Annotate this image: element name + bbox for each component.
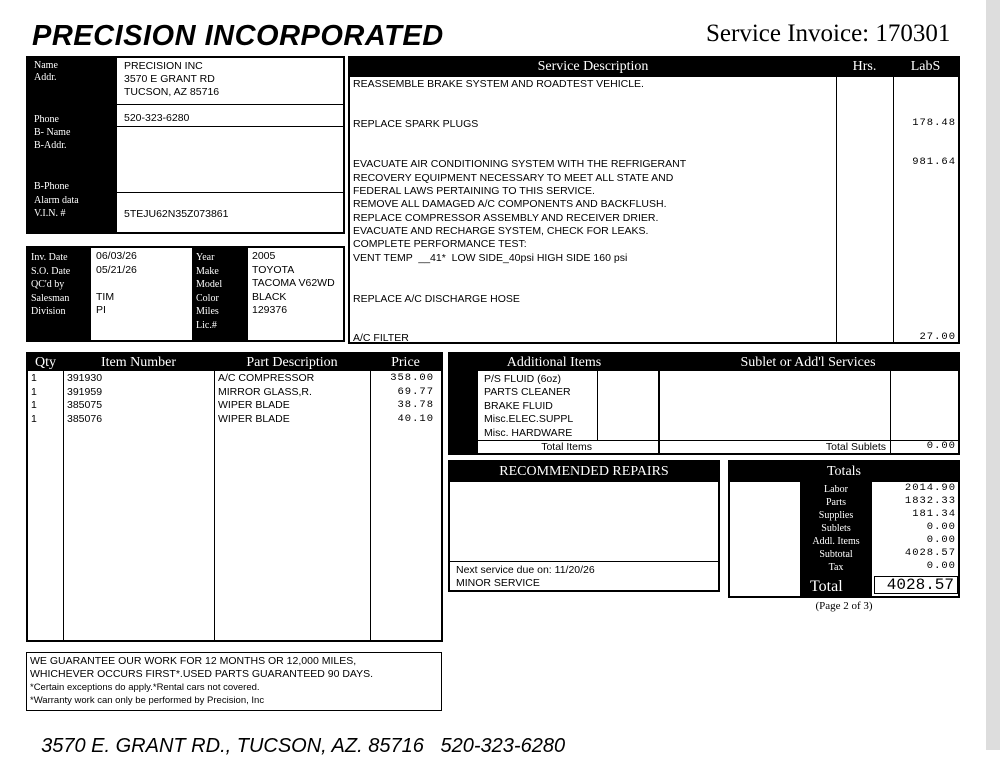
table-row-desc: A/C COMPRESSOR (218, 372, 315, 384)
totals-values (876, 482, 956, 573)
table-row-price: 69.77 (397, 385, 434, 398)
divider (597, 371, 598, 440)
service-line: REPLACE SPARK PLUGS (353, 118, 479, 130)
table-row-item: 391930 (67, 372, 103, 384)
divider (370, 354, 371, 640)
value-supplies: 181.34 (912, 508, 956, 520)
additional-items-header: Additional Items (506, 355, 602, 370)
list-item: Misc.ELEC.SUPPL (484, 413, 574, 426)
customer-addr1: 3570 E GRANT RD (124, 73, 215, 85)
labor-amount: 981.64 (912, 156, 956, 168)
inv-date: 06/03/26 (96, 250, 137, 262)
service-line: REPLACE COMPRESSOR ASSEMBLY AND RECEIVER DRIER. (353, 212, 659, 224)
service-desc-header: Service Description (537, 59, 649, 74)
division: PI (96, 304, 106, 316)
recommended-repairs-box (448, 460, 720, 592)
label-qcd-by: QC'd by (31, 279, 65, 290)
totals-header: Totals (826, 464, 861, 479)
label-phone: Phone (34, 114, 59, 125)
service-line: REMOVE ALL DAMAGED A/C COMPONENTS AND BACKFLUSH. (353, 198, 667, 210)
table-row-item: 385076 (67, 412, 103, 425)
totals-labels (800, 483, 872, 574)
label-supplies: Supplies (818, 510, 854, 521)
divider (450, 561, 718, 562)
table-row-price: 38.78 (397, 399, 434, 411)
divider (117, 104, 343, 105)
customer-name: PRECISION INC (124, 60, 203, 72)
label-miles: Miles (196, 306, 219, 317)
vehicle-values-1 (96, 250, 137, 318)
label-division: Division (31, 306, 66, 317)
customer-phone: 520-323-6280 (124, 112, 190, 124)
label-b-name: B- Name (34, 127, 71, 138)
divider (836, 58, 837, 342)
footer-address: 3570 E. GRANT RD., TUCSON, AZ. 85716 (41, 735, 424, 757)
miles: 129376 (252, 304, 288, 316)
part-description-header: Part Description (246, 355, 338, 370)
divider (63, 354, 64, 640)
list-item: Misc. HARDWARE (484, 426, 573, 439)
label-year: Year (196, 252, 215, 263)
table-row-qty: 1 (31, 385, 37, 398)
label-addl-items: Addl. Items (812, 536, 860, 547)
additional-items-list (484, 373, 573, 440)
list-item: PARTS CLEANER (484, 386, 571, 399)
divider (893, 58, 894, 342)
guarantee-line: WHICHEVER OCCURS FIRST*.USED PARTS GUARANTEED 90 DAYS. (30, 668, 374, 680)
table-row-item: 391959 (67, 385, 103, 398)
label-make: Make (196, 265, 219, 277)
label-alarm: Alarm data (34, 195, 79, 206)
labor-amount: 178.48 (912, 117, 956, 129)
qty-column (31, 372, 37, 426)
service-line: REASSEMBLE BRAKE SYSTEM AND ROADTEST VEHICLE. (353, 78, 644, 90)
minor-service: MINOR SERVICE (456, 577, 540, 589)
divider (117, 126, 343, 127)
footer-phone: 520-323-6280 (440, 735, 566, 757)
guarantee-line: WE GUARANTEE OUR WORK FOR 12 MONTHS OR 12,000 MILES, (30, 655, 357, 667)
invoice-number: 170301 (875, 20, 951, 47)
color: BLACK (252, 290, 287, 303)
invoice-label: Service Invoice: (706, 20, 870, 47)
table-row-desc: WIPER BLADE (218, 399, 290, 411)
guarantee-line: *Certain exceptions do apply.*Rental cars not covered. (30, 682, 260, 693)
service-box (348, 56, 960, 344)
next-service-due: Next service due on: 11/20/26 (456, 564, 595, 576)
labs-header: LabS (910, 59, 941, 74)
list-item: P/S FLUID (6oz) (484, 373, 562, 385)
recommended-repairs-header: RECOMMENDED REPAIRS (499, 464, 669, 479)
table-row-qty: 1 (31, 412, 37, 425)
service-line: COMPLETE PERFORMANCE TEST: (353, 238, 527, 250)
label-labor: Labor (824, 484, 848, 495)
label-subtotal: Subtotal (819, 549, 853, 560)
labor-amount: 27.00 (919, 331, 956, 343)
table-row-price: 358.00 (390, 372, 434, 384)
service-line: VENT TEMP __41* LOW SIDE_40psi HIGH SIDE 160 psi (353, 252, 628, 264)
customer-box (26, 56, 345, 234)
total-label: Total (810, 578, 843, 595)
label-inv-date: Inv. Date (31, 252, 68, 263)
label-sublets: Sublets (821, 523, 851, 534)
label-name: Name (34, 60, 58, 71)
value-parts: 1832.33 (904, 495, 956, 507)
service-line: EVACUATE AIR CONDITIONING SYSTEM WITH THE REFRIGERANT (353, 158, 687, 170)
table-row-desc: MIRROR GLASS,R. (218, 385, 312, 398)
value-tax: 0.00 (926, 560, 956, 572)
label-b-phone: B-Phone (34, 181, 69, 192)
label-addr: Addr. (34, 72, 57, 83)
page-indicator: (Page 2 of 3) (815, 600, 873, 612)
desc-column (218, 372, 314, 426)
value-labor: 2014.90 (904, 482, 956, 494)
label-color: Color (196, 292, 219, 304)
label-vin: V.I.N. # (34, 208, 66, 219)
label-tax: Tax (828, 562, 844, 573)
item-column (67, 372, 102, 426)
total-sublets-value: 0.00 (926, 440, 956, 452)
item-number-header: Item Number (100, 355, 177, 370)
label-so-date: S.O. Date (31, 265, 71, 277)
price-column (372, 372, 434, 426)
salesman: TIM (96, 290, 115, 303)
guarantee-text (30, 655, 373, 707)
label-salesman: Salesman (31, 292, 70, 304)
table-row-item: 385075 (67, 399, 103, 411)
service-line: FEDERAL LAWS PERTAINING TO THIS SERVICE. (353, 185, 595, 197)
divider (214, 354, 215, 640)
vehicle-values-2 (252, 250, 335, 318)
company-name: PRECISION INCORPORATED (32, 20, 444, 52)
qty-header: Qty (35, 355, 56, 370)
customer-addr2: TUCSON, AZ 85716 (124, 86, 220, 98)
value-sublets: 0.00 (926, 521, 956, 533)
table-row-qty: 1 (31, 399, 37, 411)
hrs-header: Hrs. (852, 59, 877, 74)
total-items-label: Total Items (541, 441, 592, 453)
additional-sublet-box (448, 352, 960, 455)
table-row-desc: WIPER BLADE (218, 412, 290, 425)
label-model: Model (196, 279, 223, 290)
model: TACOMA V62WD (252, 277, 335, 289)
additional-side-bar (450, 371, 478, 453)
divider (117, 192, 343, 193)
vehicle-labels-1 (31, 251, 70, 319)
grand-total: 4028.57 (874, 576, 958, 594)
list-item: BRAKE FLUID (484, 399, 553, 412)
vehicle-labels-2 (196, 251, 222, 332)
service-line: EVACUATE AND RECHARGE SYSTEM, CHECK FOR LEAKS. (353, 225, 649, 237)
label-parts: Parts (826, 497, 846, 508)
label-lic: Lic.# (196, 319, 217, 331)
scan-edge (986, 0, 1000, 750)
make: TOYOTA (252, 263, 295, 276)
total-sublets-label: Total Sublets (825, 441, 886, 453)
so-date: 05/21/26 (96, 263, 137, 276)
totals-box (728, 460, 960, 598)
sublet-header: Sublet or Add'l Services (740, 355, 876, 370)
qcd-by (96, 277, 137, 291)
invoice-title (706, 20, 950, 48)
service-line: RECOVERY EQUIPMENT NECESSARY TO MEET ALL STATE AND (353, 172, 674, 184)
vehicle-box (26, 246, 345, 342)
footer (30, 712, 565, 758)
customer-vin: 5TEJU62N35Z073861 (124, 208, 229, 220)
value-subtotal: 4028.57 (904, 547, 956, 559)
parts-box (26, 352, 443, 642)
value-addl-items: 0.00 (926, 534, 956, 546)
service-line: A/C FILTER (353, 332, 409, 344)
guarantee-box (26, 652, 442, 711)
table-row-qty: 1 (31, 372, 37, 384)
price-header: Price (391, 355, 420, 370)
customer-labels (34, 60, 114, 84)
service-line: REPLACE A/C DISCHARGE HOSE (353, 293, 520, 305)
label-b-addr: B-Addr. (34, 140, 67, 151)
table-row-price: 40.10 (397, 412, 434, 425)
year: 2005 (252, 250, 276, 262)
guarantee-line: *Warranty work can only be performed by Precision, Inc (30, 695, 265, 706)
